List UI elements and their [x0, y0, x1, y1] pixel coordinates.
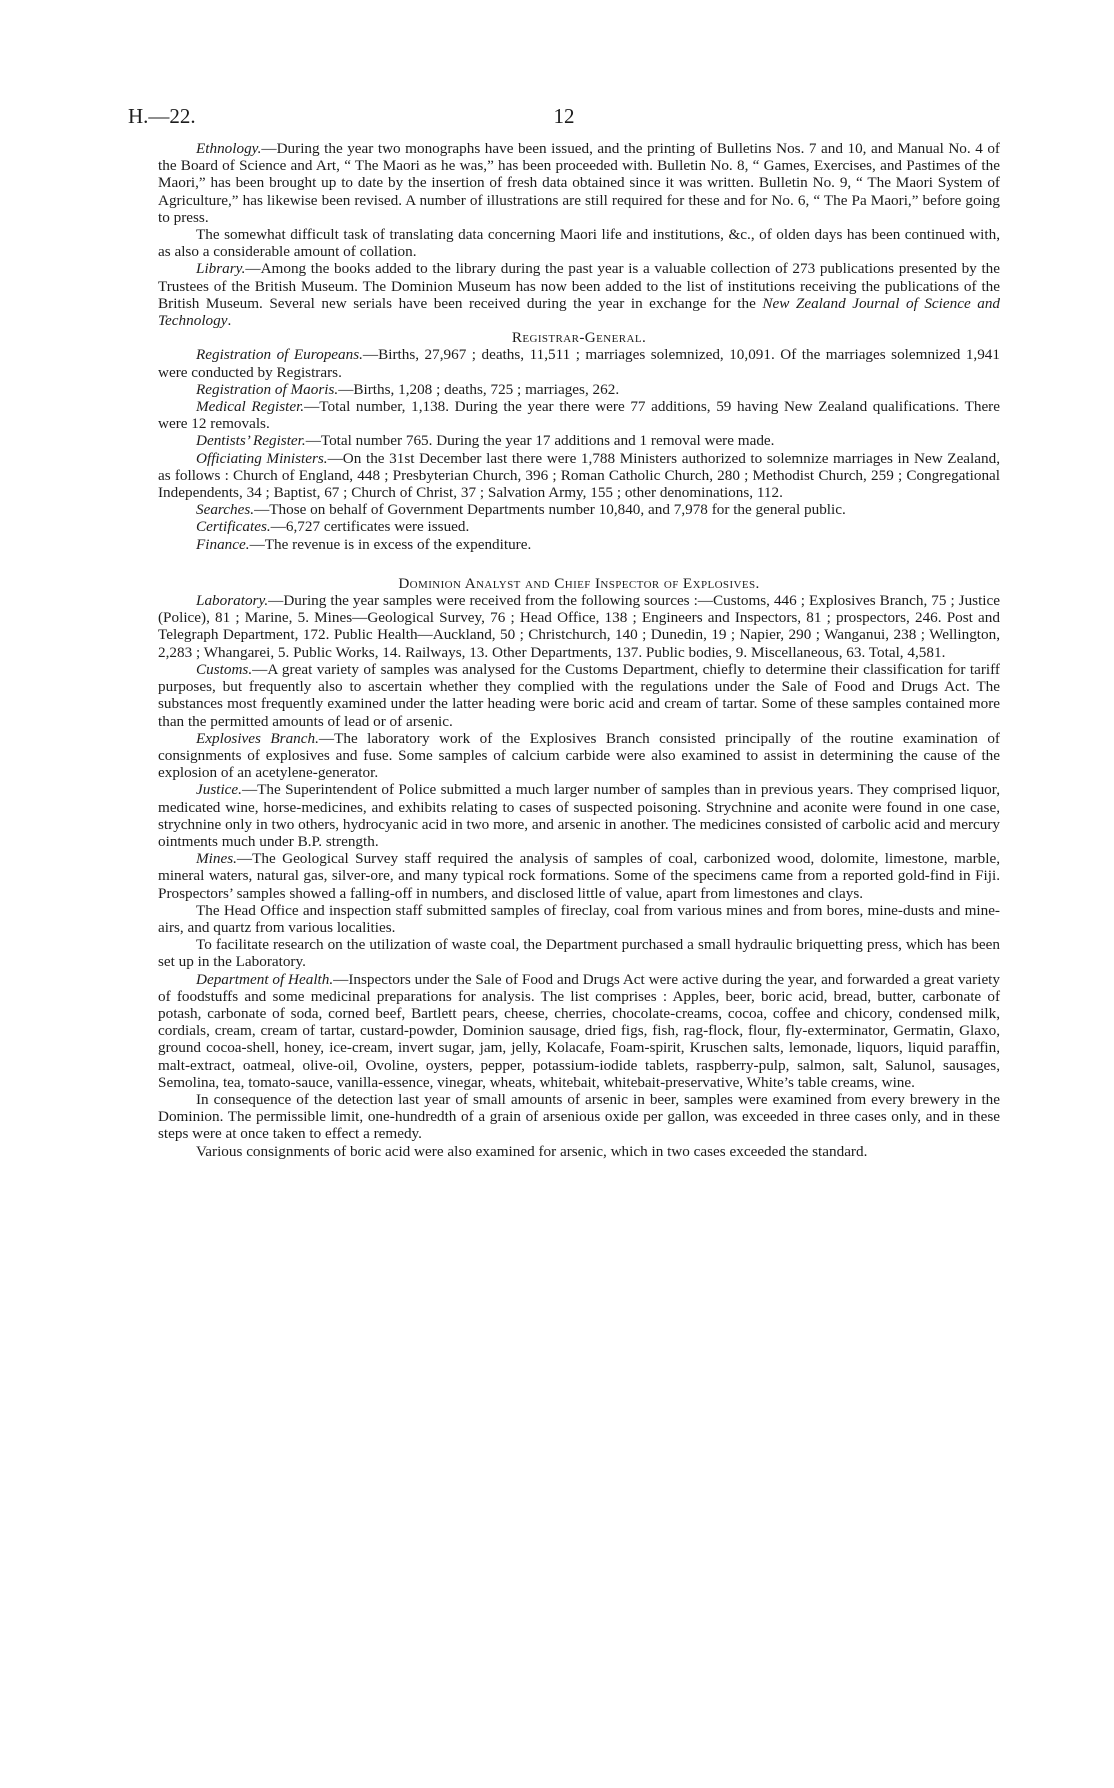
paragraph-text: —6,727 certificates were issued.	[270, 518, 470, 536]
paragraph-text: —The Superintendent of Police submitted a much larger number of samples than in previous years. They comprised liquor, medicated wine, horse-medicines, and exhibits relating to cases of suspected poisoning. Strychnine and aconite were found in one case, strychnine only in two others, hydrocyanic acid in two more, and arsenic in another. The medicines consisted of carbolic acid and mercury ointments much under B.P. strength.	[158, 781, 1000, 850]
paragraph-text: —Among the books added to the library during the past year is a valuable collection of 273 publications presented by the Trustees of the British Museum. The Dominion Museum has now been added to the list of institutions receiving the publications of the British Museum. Several new serials have been received during the year in exchange for the	[158, 260, 1000, 312]
paragraph-ethnology	[158, 140, 1000, 226]
paragraph-briquetting: To facilitate research on the utilization of waste coal, the Department purchased a small hydraulic briquetting press, which has been set up in the Laboratory.	[158, 936, 1000, 971]
paragraph-text: —The Geological Survey staff required the analysis of samples of coal, carbonized wood, dolomite, limestone, marble, mineral waters, natural gas, silver-ore, and many typical rock formations. Some of the specimens came from a reported gold-find in Fiji. Prospectors’ samples showed a falling-off in numbers, and disclosed little of value, apart from limestones and clays.	[158, 850, 1000, 902]
paragraph-laboratory	[158, 592, 1000, 661]
paragraph-text: —Total number 765. During the year 17 additions and 1 removal were made.	[305, 432, 775, 450]
paragraph-dentists-register	[158, 432, 1000, 449]
document-code: H.—22.	[128, 104, 196, 128]
paragraph-medical-register	[158, 398, 1000, 432]
paragraph-text: —Total number, 1,138. During the year there were 77 additions, 59 having New Zealand qualifications. There were 12 removals.	[158, 398, 1000, 433]
lead-dentists-register: Dentists’ Register.	[196, 432, 306, 450]
paragraph-text: —Births, 27,967 ; deaths, 11,511 ; marriages solemnized, 10,091. Of the marriages solemnized 1,941 were conducted by Registrars.	[158, 346, 1000, 381]
lead-laboratory: Laboratory.	[196, 592, 269, 610]
paragraph-text: —Births, 1,208 ; deaths, 725 ; marriages, 262.	[338, 380, 620, 398]
paragraph-text: —During the year two monographs have been issued, and the printing of Bulletins Nos. 7 and 10, and Manual No. 4 of the Board of Science and Art, “ The Maori as he was,” has been proceeded with. Bulletin No. 8, “ Games, Exercises, and Pastimes of the Maori,” has been brought up to date by the insertion of fresh data obtained since it was written. Bulletin No. 9, “ The Maori System of Agriculture,” has likewise been revised. A number of illustrations are still required for these and for No. 6, “ The Pa Maori,” before going to press.	[158, 140, 1000, 226]
paragraph-officiating-ministers	[158, 450, 1000, 502]
lead-officiating-ministers: Officiating Ministers.	[196, 449, 328, 467]
paragraph-arsenic-beer: In consequence of the detection last year of small amounts of arsenic in beer, samples were examined from every brewery in the Dominion. The permissible limit, one-hundredth of a grain of arsenious oxide per gallon, was exceeded in three cases only, and in these steps were at once taken to effect a remedy.	[158, 1090, 1000, 1143]
paragraph-text: —The revenue is in excess of the expenditure.	[249, 535, 532, 553]
paragraph-text: .	[227, 312, 232, 330]
page-body	[158, 140, 1000, 1160]
lead-registration-maoris: Registration of Maoris.	[196, 380, 339, 398]
heading-registrar-general: Registrar-General.	[511, 329, 647, 347]
paragraph-text: —On the 31st December last there were 1,788 Ministers authorized to solemnize marriages in New Zealand, as follows : Church of England, 448 ; Presbyterian Church, 396 ; Roman Catholic Church, 280 ; Methodist Church, 259 ; Congregational Independents, 34 ; Baptist, 67 ; Church of Christ, 37 ; Salvation Army, 155 ; other denominations, 112.	[158, 449, 1000, 502]
paragraph-registration-europeans	[158, 346, 1000, 380]
lead-certificates: Certificates.	[196, 518, 271, 536]
heading-dominion-analyst: Dominion Analyst and Chief Inspector of Explosives.	[398, 574, 760, 592]
lead-finance: Finance.	[196, 535, 250, 553]
lead-ethnology: Ethnology.	[196, 140, 262, 157]
paragraph-text: —A great variety of samples was analysed for the Customs Department, chiefly to determine their classification for tariff purposes, but frequently also to ascertain whether they complied with the regulations under the Sale of Food and Drugs Act. The substances most frequently examined under the latter heading were boric acid and cream of tartar. Some of these samples contained more than the permitted amounts of lead or of arsenic.	[158, 660, 1000, 730]
lead-registration-europeans: Registration of Europeans.	[196, 346, 363, 364]
paragraph-mines	[158, 850, 1000, 902]
paragraph-customs	[158, 661, 1000, 730]
paragraph-finance	[158, 536, 1000, 553]
paragraph-boric-acid: Various consignments of boric acid were also examined for arsenic, which in two cases exceeded the standard.	[196, 1142, 868, 1160]
paragraph-translation: The somewhat difficult task of translating data concerning Maori life and institutions, &c., of olden days has been continued with, as also a considerable amount of collation.	[158, 226, 1000, 261]
paragraph-text: —Inspectors under the Sale of Food and Drugs Act were active during the year, and forwarded a great variety of foodstuffs and some medicinal preparations for analysis. The list comprises : Apples, beer, boric acid, bread, butter, carbonate of potash, carbonate of soda, corned beef, Bartlett pears, cheese, cherries, chocolate-creams, cocoa, coffee and chicory, condensed milk, cordials, cream, cream of tartar, custard-powder, Dominion sausage, dried figs, fish, rag-flock, flour, fly-exterminator, Germatin, Glaxo, ground cocoa-shell, honey, ice-cream, invert sugar, jam, jelly, Kolacafe, Foam-spirit, Kruschen salts, lemonade, liquors, liquid paraffin, malt-extract, oatmeal, olive-oil, Ovoline, oysters, pepper, potassium-iodide tablets, raspberry-pulp, salmon, salt, Salunol, sausages, Semolina, tea, tomato-sauce, vanilla-essence, vinegar, wheats, whitebait, whitebait-preservative, White’s table creams, wine.	[158, 970, 1000, 1091]
lead-searches: Searches.	[196, 501, 255, 519]
lead-mines: Mines.	[196, 850, 237, 868]
paragraph-justice	[158, 781, 1000, 850]
lead-medical-register: Medical Register.	[196, 398, 305, 416]
journal-title: New Zealand Journal of Science and Technology	[158, 294, 1001, 330]
lead-library: Library.	[196, 260, 246, 278]
paragraph-library	[158, 260, 1000, 329]
paragraph-certificates	[158, 518, 1000, 535]
lead-justice: Justice.	[196, 781, 242, 799]
paragraph-explosives-branch	[158, 730, 1000, 782]
paragraph-registration-maoris	[158, 381, 1000, 398]
page-number: 12	[553, 104, 575, 128]
lead-customs: Customs.	[196, 660, 253, 678]
paragraph-text: —The laboratory work of the Explosives Branch consisted principally of the routine examination of consignments of explosives and fuse. Some samples of calcium carbide were also examined to assist in determining the cause of the explosion of an acetylene-generator.	[158, 729, 1000, 782]
page-header	[128, 104, 1000, 134]
paragraph-department-health	[158, 971, 1000, 1091]
paragraph-text: —Those on behalf of Government Departments number 10,840, and 7,978 for the general public.	[254, 501, 846, 519]
lead-explosives-branch: Explosives Branch.	[196, 729, 319, 747]
paragraph-head-office: The Head Office and inspection staff submitted samples of fireclay, coal from various mines and from bores, mine-dusts and mine-airs, and quartz from various localities.	[158, 901, 1000, 936]
paragraph-text: —During the year samples were received from the following sources :—Customs, 446 ; Explosives Branch, 75 ; Justice (Police), 81 ; Marine, 5. Mines—Geological Survey, 76 ; Head Office, 138 ; Engineers and Inspectors, 81 ; prospectors, 246. Post and Telegraph Department, 172. Public Health—Auckland, 50 ; Christchurch, 140 ; Dunedin, 19 ; Napier, 290 ; Wanganui, 238 ; Wellington, 2,283 ; Whangarei, 5. Public Works, 14. Railways, 13. Other Departments, 137. Public bodies, 9. Miscellaneous, 63. Total, 4,581.	[158, 592, 1000, 661]
lead-department-health: Department of Health.	[196, 970, 334, 988]
paragraph-searches	[158, 501, 1000, 518]
